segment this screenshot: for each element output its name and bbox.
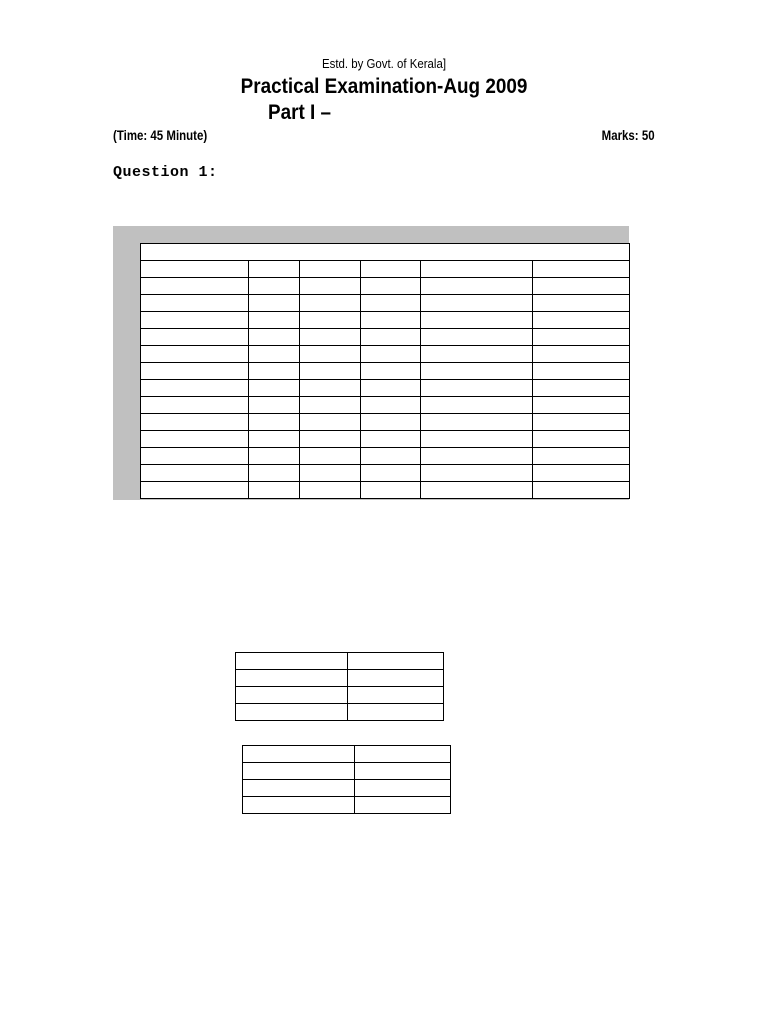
table-cell: [355, 797, 451, 814]
table-header-cell: [141, 244, 630, 261]
table-cell: [348, 670, 444, 687]
table-row: [141, 312, 630, 329]
table-cell: [533, 329, 630, 346]
table-cell: [300, 363, 361, 380]
table-row: [141, 244, 630, 261]
table-cell: [141, 414, 249, 431]
table-cell: [421, 346, 533, 363]
page-title: Practical Examination-Aug 2009: [240, 75, 528, 98]
table-cell: [236, 687, 348, 704]
table-row: [141, 482, 630, 499]
table-cell: [361, 482, 421, 499]
table-cell: [533, 380, 630, 397]
table-cell: [421, 465, 533, 482]
table-row: [236, 704, 444, 721]
table-cell: [249, 380, 300, 397]
table-cell: [533, 278, 630, 295]
table-cell: [141, 261, 249, 278]
table-row: [141, 363, 630, 380]
table-cell: [236, 670, 348, 687]
table-cell: [348, 687, 444, 704]
question-label: Question 1:: [113, 164, 218, 181]
table-cell: [249, 329, 300, 346]
table-cell: [421, 448, 533, 465]
table-row: [141, 448, 630, 465]
table-cell: [533, 363, 630, 380]
table-row: [141, 261, 630, 278]
table-cell: [300, 380, 361, 397]
table-cell: [300, 431, 361, 448]
table-cell: [249, 278, 300, 295]
table-cell: [141, 312, 249, 329]
main-blank-table: [140, 243, 630, 499]
table-row: [141, 295, 630, 312]
table-cell: [300, 346, 361, 363]
table-cell: [361, 431, 421, 448]
table-cell: [361, 363, 421, 380]
table-cell: [421, 312, 533, 329]
table-cell: [533, 465, 630, 482]
table-cell: [141, 482, 249, 499]
table-cell: [141, 448, 249, 465]
table-cell: [300, 295, 361, 312]
table-row: [141, 465, 630, 482]
table-cell: [421, 295, 533, 312]
table-cell: [355, 746, 451, 763]
table-cell: [361, 414, 421, 431]
marks-info: Marks: 50: [602, 127, 655, 143]
table-cell: [141, 278, 249, 295]
table-cell: [361, 448, 421, 465]
table-cell: [249, 346, 300, 363]
table-cell: [243, 746, 355, 763]
table-cell: [361, 312, 421, 329]
table-cell: [141, 397, 249, 414]
table-cell: [421, 278, 533, 295]
table-cell: [421, 414, 533, 431]
table-row: [243, 763, 451, 780]
table-cell: [249, 448, 300, 465]
table-cell: [141, 363, 249, 380]
table-row: [236, 670, 444, 687]
table-cell: [243, 763, 355, 780]
table-cell: [361, 295, 421, 312]
table-row: [141, 346, 630, 363]
table-cell: [421, 482, 533, 499]
table-cell: [249, 261, 300, 278]
table-cell: [300, 397, 361, 414]
table-row: [141, 329, 630, 346]
table-cell: [249, 397, 300, 414]
table-cell: [361, 261, 421, 278]
table-cell: [141, 295, 249, 312]
table-cell: [141, 346, 249, 363]
table-cell: [141, 380, 249, 397]
small-blank-table-1: [235, 652, 444, 721]
table-cell: [533, 312, 630, 329]
table-cell: [300, 448, 361, 465]
table-row: [141, 431, 630, 448]
table-row: [243, 746, 451, 763]
table-row: [141, 397, 630, 414]
table-row: [243, 780, 451, 797]
table-cell: [243, 797, 355, 814]
table-cell: [533, 261, 630, 278]
table-cell: [300, 312, 361, 329]
part-heading: Part I –: [268, 101, 332, 124]
table-cell: [355, 763, 451, 780]
table-row: [243, 797, 451, 814]
table-cell: [249, 363, 300, 380]
table-cell: [361, 278, 421, 295]
table-cell: [249, 431, 300, 448]
table-row: [141, 380, 630, 397]
table-cell: [421, 329, 533, 346]
table-cell: [533, 431, 630, 448]
table-cell: [533, 414, 630, 431]
table-cell: [421, 431, 533, 448]
table-cell: [421, 397, 533, 414]
table-cell: [300, 278, 361, 295]
table-cell: [300, 414, 361, 431]
table-row: [141, 414, 630, 431]
table-cell: [361, 346, 421, 363]
table-cell: [361, 329, 421, 346]
table-cell: [348, 653, 444, 670]
table-cell: [421, 261, 533, 278]
table-cell: [533, 295, 630, 312]
table-row: [236, 653, 444, 670]
table-cell: [249, 312, 300, 329]
table-cell: [249, 414, 300, 431]
table-cell: [361, 380, 421, 397]
table-row: [236, 687, 444, 704]
table-cell: [249, 295, 300, 312]
table-cell: [300, 261, 361, 278]
table-cell: [421, 380, 533, 397]
table-cell: [249, 465, 300, 482]
table-cell: [300, 482, 361, 499]
small-blank-table-2: [242, 745, 451, 814]
table-cell: [300, 329, 361, 346]
table-cell: [533, 448, 630, 465]
time-info: (Time: 45 Minute): [113, 127, 208, 143]
establishment-note: Estd. by Govt. of Kerala]: [322, 56, 446, 71]
table-cell: [243, 780, 355, 797]
table-cell: [533, 482, 630, 499]
table-cell: [249, 482, 300, 499]
table-cell: [533, 397, 630, 414]
table-cell: [421, 363, 533, 380]
table-cell: [141, 329, 249, 346]
table-cell: [355, 780, 451, 797]
table-cell: [348, 704, 444, 721]
table-cell: [236, 704, 348, 721]
table-row: [141, 278, 630, 295]
table-cell: [533, 346, 630, 363]
table-cell: [236, 653, 348, 670]
table-cell: [141, 465, 249, 482]
table-cell: [141, 431, 249, 448]
table-cell: [361, 465, 421, 482]
table-cell: [300, 465, 361, 482]
table-cell: [361, 397, 421, 414]
